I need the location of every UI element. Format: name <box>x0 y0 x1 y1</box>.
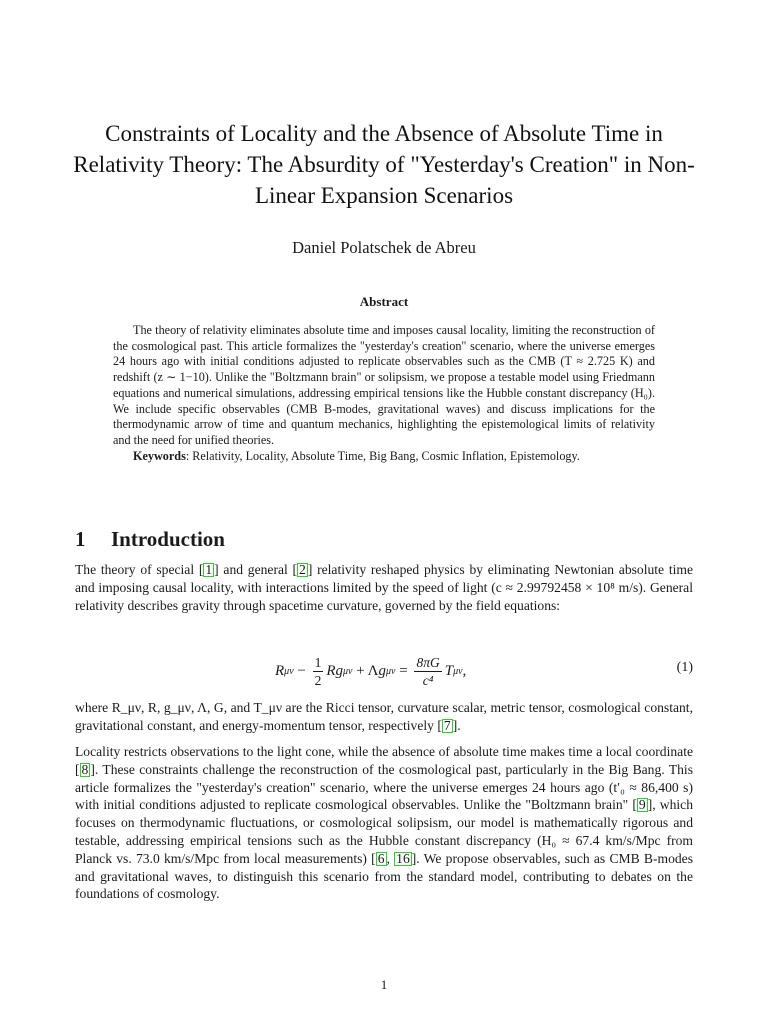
citation-link-16[interactable]: 16 <box>396 850 410 866</box>
abstract-heading: Abstract <box>359 294 409 309</box>
paper-title: Constraints of Locality and the Absence of Absolute Time in Relativity Theory: The Absurdity of "Yesterday's Creation" in Non-Linear Expansion Scenarios <box>73 121 695 208</box>
intro-paragraph-3 <box>75 743 693 903</box>
intro-paragraph-2 <box>75 699 693 735</box>
keywords-label: Keywords <box>133 448 186 463</box>
section-title: Introduction <box>111 527 225 551</box>
intro-p1-text-c: ] relativity reshaped physics by eliminating Newtonian absolute time and imposing causal locality, with interactions limited by the speed of light (c ≈ 2.99792458 × 10⁸ m/s). General relativity describes gravity through spacetime curvature, governed by the field equations: <box>75 562 693 613</box>
abstract-block <box>113 323 655 464</box>
keywords-line <box>113 449 655 465</box>
section-heading <box>75 527 695 552</box>
section-number: 1 <box>75 527 86 551</box>
citation-separator: , <box>386 850 395 866</box>
intro-paragraph-1 <box>75 561 693 614</box>
intro-p1-text-b: ] and general [ <box>214 562 298 577</box>
keywords-text: : Relativity, Locality, Absolute Time, Big Bang, Cosmic Inflation, Epistemology. <box>185 448 580 463</box>
intro-p3-text-a: Locality restricts observations to the light cone, while the absence of absolute time makes time a local coordinate [ <box>75 744 693 777</box>
citation-link-8[interactable]: 8 <box>81 761 89 777</box>
intro-p3-text-d: ]. We propose observables, such as CMB B-modes and gravitational waves, to distinguish this scenario from the standard model, contributing to debates on the foundations of cosmology. <box>75 850 693 902</box>
half-fraction: $\frac{1}{2}$ <box>314 655 322 688</box>
equation-body: R μν − $\frac{1}{2}$ R g μν + Λ g μν = $\frac{8\pi G}{\text{c⁴}}$ T μν , <box>275 655 467 688</box>
intro-p1-text-a: The theory of special [ <box>75 562 204 577</box>
citation-link-1[interactable]: 1 <box>205 562 213 577</box>
abstract-text: The theory of relativity eliminates absolute time and imposes causal locality, limiting the reconstruction of the cosmological past. This article formalizes the "yesterday's creation" scenario, where the universe emerges 24 hours ago with initial conditions adjusted to replicate observables such as the CMB (T ≈ 2.725 K) and redshift (z ∼ 1−10). Unlike the "Boltzmann brain" or solipsism, we propose a testable model using Friedmann equations and numerical simulations, addressing empirical tensions like the Hubble constant discrepancy (H₀). We include specific observables (CMB B-modes, gravitational waves) and discuss implications for the thermodynamic arrow of time and quantum mechanics, highlighting the epistemological limits of relativity and the need for unified theories. <box>113 323 655 447</box>
citation-link-7[interactable]: 7 <box>443 717 451 733</box>
intro-p2-end: ]. <box>452 717 461 733</box>
coupling-fraction: $\frac{8\pi G}{\text{c⁴}}$ <box>416 655 440 688</box>
page-number: 1 <box>380 977 388 992</box>
author-name: Daniel Polatschek de Abreu <box>292 238 476 257</box>
field-equation <box>75 648 693 692</box>
citation-link-2[interactable]: 2 <box>299 562 306 577</box>
citation-link-6[interactable]: 6 <box>377 850 385 866</box>
intro-p3-text-c: ], which focuses on thermodynamic fluctuations, or cosmological solipsism, our model is mathematically rigorous and testable, addressing empirical tensions such as the Hubble constant discrepancy (H₀ ≈ 67.4 km/s/Mpc from Planck vs. 73.0 km/s/Mpc from local measurements) [ <box>75 797 693 866</box>
intro-p3-text-b: ]. These constraints challenge the reconstruction of the cosmological past, particularly in the Big Bang. This article formalizes the "yesterday's creation" scenario, where the universe emerges 24 hours ago (t′₀ ≈ 86,400 s) with initial conditions adjusted to replicate cosmological observables. Unlike the "Boltzmann brain" [ <box>75 761 693 813</box>
intro-p2-text: where R_μν, R, g_μν, Λ, G, and T_μν are the Ricci tensor, curvature scalar, metric tensor, cosmological constant, gravitational constant, and energy-momentum tensor, respectively [ <box>75 700 693 733</box>
equation-number: (1) <box>676 660 693 675</box>
citation-link-9[interactable]: 9 <box>638 797 646 813</box>
